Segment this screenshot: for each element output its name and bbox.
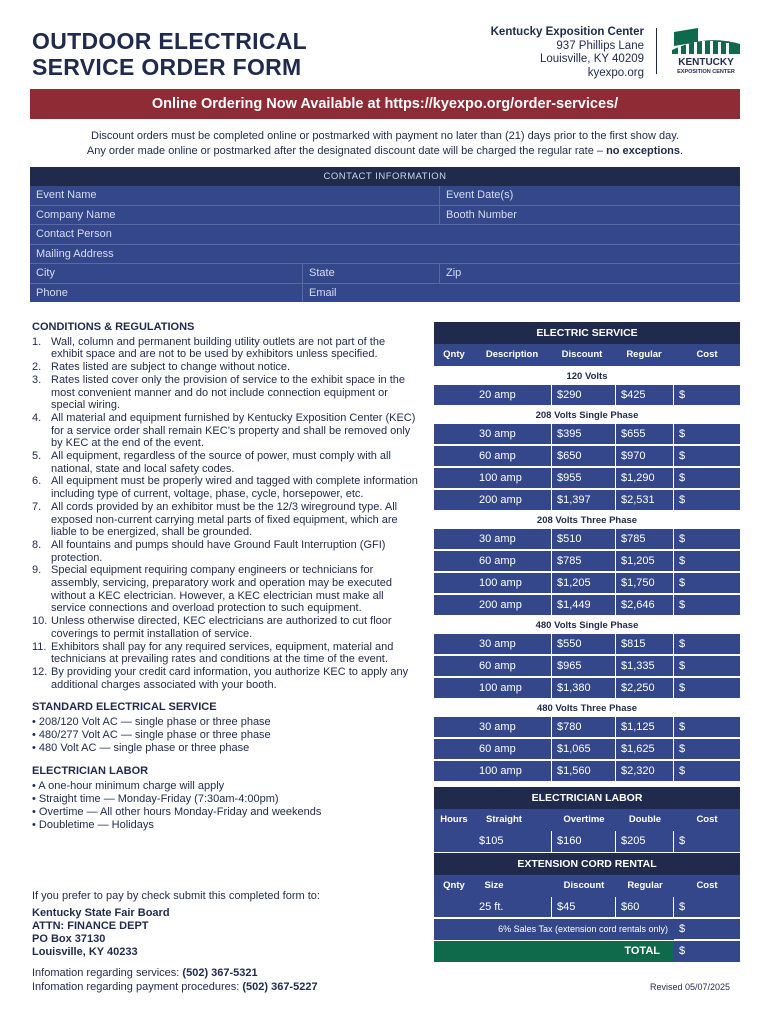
list-item: • A one-hour minimum charge will apply (32, 779, 225, 792)
discount-price: $1,380 (552, 678, 616, 699)
item-text: All fountains and pumps should have Ground Fault Interruption (GFI) protection. (51, 538, 386, 564)
amperage-cell: 100 amp (474, 573, 552, 594)
no-exceptions: no exceptions (606, 144, 681, 157)
item-text: Special equipment requiring company engineers or technicians for assembly, servicing, preparatory work and operation may be executed without a KEC electrician. However, a KEC electrician must make all service connections and overload protection to such equipment. (51, 564, 392, 615)
item-number: 12. (32, 665, 48, 678)
cord-discount-header: Discount (563, 880, 605, 891)
title-line-1: OUTDOOR ELECTRICAL (32, 28, 307, 54)
dollar-sign: $ (679, 682, 686, 694)
labor-info-heading: ELECTRICIAN LABOR (32, 765, 149, 778)
qty-input[interactable] (434, 678, 474, 699)
amperage-cell: 100 amp (474, 678, 552, 699)
payment-address-1: Kentucky State Fair Board (32, 907, 170, 919)
qty-input[interactable] (434, 551, 474, 572)
list-item: • 208/120 Volt AC — single phase or three phase (32, 716, 271, 729)
cost-header: Cost (696, 349, 718, 360)
cord-regular-price: $60 (616, 897, 674, 918)
discount-price: $1,560 (552, 761, 616, 782)
item-number: 2. (32, 361, 42, 374)
list-item (32, 564, 418, 615)
qty-input[interactable] (434, 739, 474, 760)
venue-address-2: Louisville, KY 40209 (540, 53, 644, 65)
group-label: 480 Volts Single Phase (535, 620, 639, 631)
discount-line-2-text: Any order made online or postmarked after the designated discount date will be charged the regular rate – (86, 144, 607, 157)
qty-input[interactable] (434, 656, 474, 677)
item-number: 1. (32, 335, 42, 348)
qty-header: Qnty (443, 349, 465, 360)
discount-price: $965 (552, 656, 616, 677)
venue-name: Kentucky Exposition Center (490, 26, 644, 38)
dollar-sign: $ (679, 835, 686, 847)
regular-price: $1,125 (616, 717, 674, 738)
dollar-sign: $ (679, 660, 686, 672)
dollar-sign: $ (679, 945, 686, 957)
email-field[interactable]: Email (309, 287, 337, 299)
discount-price: $395 (552, 424, 616, 445)
item-text: Rates listed cover only the provision of service to the exhibit space in the most convenient manner and do not include connection equipment or special wiring. (51, 373, 406, 412)
cord-discount-price: $45 (552, 897, 616, 918)
item-text: All equipment must be properly wired and tagged with complete information including type of current, voltage, phase, cycle, horsepower, etc. (51, 475, 418, 501)
amperage-cell: 100 amp (474, 761, 552, 782)
item-text: By providing your credit card information, you authorize KEC to apply any additional charges associated with your booth. (51, 665, 409, 691)
dollar-sign: $ (679, 923, 686, 935)
payment-address-2: ATTN: FINANCE DEPT (32, 920, 149, 932)
discount-price: $1,449 (552, 595, 616, 616)
cord-size: 25 ft. (474, 897, 552, 918)
city-field[interactable]: City (30, 264, 303, 284)
overtime-header: Overtime (563, 814, 605, 825)
item-number: 5. (32, 450, 42, 463)
straight-rate: $105 (474, 831, 552, 852)
payment-info (32, 981, 318, 995)
item-text: Exhibitors shall pay for any required services, equipment, material and technicians at prevailing rates and conditions at the time of the event. (51, 640, 394, 666)
group-label: 480 Volts Three Phase (536, 703, 638, 714)
discount-header: Discount (561, 349, 603, 360)
regular-price: $1,625 (616, 739, 674, 760)
discount-price: $650 (552, 446, 616, 467)
group-label: 208 Volts Three Phase (536, 515, 638, 526)
discount-price: $1,205 (552, 573, 616, 594)
dollar-sign: $ (679, 555, 686, 567)
amperage-cell: 100 amp (474, 468, 552, 489)
dollar-sign: $ (679, 389, 686, 401)
discount-notice (30, 129, 740, 158)
dollar-sign: $ (679, 533, 686, 545)
list-item: • Overtime — All other hours Monday-Friday and weekends (32, 805, 322, 818)
list-item (32, 501, 418, 539)
item-number: 10. (32, 615, 48, 628)
group-label: 120 Volts (566, 371, 608, 382)
regular-price: $2,531 (616, 490, 674, 511)
discount-price: $1,397 (552, 490, 616, 511)
venue-address-1: 937 Phillips Lane (556, 39, 644, 52)
regular-price: $785 (616, 529, 674, 550)
dollar-sign: $ (679, 638, 686, 650)
list-item (32, 374, 418, 412)
services-label: Infomation regarding services: (32, 967, 183, 979)
conditions-section (32, 321, 418, 832)
amperage-cell: 200 amp (474, 595, 552, 616)
event-name-field[interactable]: Event Name (30, 186, 440, 206)
extension-cord-heading: EXTENSION CORD RENTAL (434, 853, 740, 875)
straight-header: Straight (486, 814, 522, 825)
qty-input[interactable] (434, 468, 474, 489)
amperage-cell: 30 amp (474, 717, 552, 738)
form-title (32, 28, 307, 80)
discount-line-2 (30, 144, 740, 159)
kec-logo (668, 26, 744, 76)
hours-header: Hours (440, 814, 468, 825)
list-item (32, 666, 418, 691)
qty-input[interactable] (434, 761, 474, 782)
dollar-sign: $ (679, 901, 686, 913)
regular-header: Regular (626, 349, 662, 360)
payment-address-4: Louisville, KY 40233 (32, 946, 138, 958)
list-item (32, 539, 418, 564)
regular-price: $2,320 (616, 761, 674, 782)
regular-price: $815 (616, 634, 674, 655)
regular-price: $1,335 (616, 656, 674, 677)
dollar-sign: $ (679, 721, 686, 733)
conditions-list (32, 336, 418, 692)
discount-price: $955 (552, 468, 616, 489)
logo-text-2: EXPOSITION CENTER (677, 69, 735, 75)
event-dates-field[interactable]: Event Date(s) (440, 186, 740, 206)
discount-price: $785 (552, 551, 616, 572)
item-number: 6. (32, 475, 42, 488)
double-header: Double (628, 814, 662, 825)
state-field[interactable]: State (303, 264, 440, 284)
regular-price: $655 (616, 424, 674, 445)
item-number: 7. (32, 500, 42, 513)
services-info (32, 967, 318, 981)
discount-price: $1,065 (552, 739, 616, 760)
amperage-cell: 60 amp (474, 739, 552, 760)
item-number: 11. (32, 640, 47, 653)
revised-date: Revised 05/07/2025 (650, 982, 731, 992)
list-item (32, 615, 418, 640)
hours-input[interactable] (434, 831, 474, 852)
regular-price: $1,750 (616, 573, 674, 594)
list-item (32, 641, 418, 666)
payment-label: Infomation regarding payment procedures: (32, 980, 243, 993)
dollar-sign: $ (679, 472, 686, 484)
regular-price: $2,646 (616, 595, 674, 616)
overtime-rate: $160 (552, 831, 616, 852)
regular-price: $2,250 (616, 678, 674, 699)
payment-section (32, 890, 418, 959)
list-item: • 480 Volt AC — single phase or three phase (32, 742, 250, 755)
list-item (32, 412, 418, 450)
list-item (32, 450, 418, 475)
item-number: 4. (32, 411, 42, 424)
labor-info-section (32, 765, 418, 832)
labor-cost-header: Cost (696, 814, 718, 825)
group-label: 208 Volts Single Phase (535, 410, 639, 421)
amperage-cell: 30 amp (474, 529, 552, 550)
company-name-field[interactable]: Company Name (30, 206, 440, 225)
amperage-cell: 30 amp (474, 424, 552, 445)
venue-info (491, 26, 644, 80)
phone-field[interactable]: Phone (30, 284, 303, 302)
qty-input[interactable] (434, 385, 474, 406)
zip-field[interactable]: Zip (440, 264, 740, 284)
amperage-cell: 30 amp (474, 634, 552, 655)
discount-line-1: Discount orders must be completed online or postmarked with payment no later than (21) days prior to the first show day. (91, 130, 679, 142)
dollar-sign: $ (679, 494, 686, 506)
discount-period: . (680, 144, 684, 157)
cord-regular-header: Regular (627, 880, 663, 891)
regular-price: $425 (616, 385, 674, 406)
booth-number-field[interactable]: Booth Number (440, 206, 740, 225)
cord-qty-input[interactable] (434, 897, 474, 918)
qty-input[interactable] (434, 717, 474, 738)
mailing-address-field[interactable]: Mailing Address (30, 245, 740, 264)
regular-price: $970 (616, 446, 674, 467)
total-label: TOTAL (434, 941, 674, 962)
contact-information-section (30, 167, 740, 302)
title-line-2: SERVICE ORDER FORM (32, 54, 302, 80)
item-number: 3. (32, 373, 42, 386)
qty-input[interactable] (434, 634, 474, 655)
item-text: All cords provided by an exhibitor must be the 12/3 wireground type. All exposed non-current carrying metal parts of fixed equipment, which are liable to be energized, shall be grounded. (51, 500, 398, 539)
discount-price: $780 (552, 717, 616, 738)
regular-price: $1,290 (616, 468, 674, 489)
payment-phone[interactable]: (502) 367-5227 (242, 980, 318, 993)
qty-input[interactable] (434, 573, 474, 594)
regular-price: $1,205 (616, 551, 674, 572)
sales-tax-label: 6% Sales Tax (extension cord rentals only) (434, 919, 674, 940)
contact-person-field[interactable]: Contact Person (30, 225, 740, 245)
payment-address-3: PO Box 37130 (32, 933, 106, 945)
header-divider (656, 28, 657, 74)
qty-input[interactable] (434, 490, 474, 511)
dollar-sign: $ (679, 577, 686, 589)
item-text: Unless otherwise directed, KEC electricians are authorized to cut floor coverings to permit installation of service. (51, 615, 392, 640)
electric-service-table (434, 322, 740, 970)
cord-qty-header: Qnty (443, 880, 465, 891)
item-text: All material and equipment furnished by Kentucky Exposition Center (KEC) for a service order shall remain KEC’s property and shall be removed only by KEC at the end of the event. (51, 411, 416, 450)
double-rate: $205 (616, 831, 674, 852)
size-header: Size (484, 880, 504, 891)
dollar-sign: $ (679, 765, 686, 777)
qty-input[interactable] (434, 529, 474, 550)
dollar-sign: $ (679, 428, 686, 440)
dollar-sign: $ (679, 743, 686, 755)
amperage-cell: 60 amp (474, 656, 552, 677)
cord-cost-header: Cost (696, 880, 718, 891)
standard-service-heading: STANDARD ELECTRICAL SERVICE (32, 701, 217, 714)
logo-text-1: KENTUCKY (678, 57, 734, 68)
payment-intro: If you prefer to pay by check submit this completed form to: (32, 890, 320, 902)
description-header: Description (485, 349, 539, 360)
electric-service-heading: ELECTRIC SERVICE (434, 322, 740, 344)
item-number: 8. (32, 538, 42, 551)
online-ordering-banner[interactable]: Online Ordering Now Available at https://kyexpo.org/order-services/ (30, 89, 740, 119)
item-text: Wall, column and permanent building utility outlets are not part of the exhibit space and are not to be used by exhibitors unless specified. (51, 335, 386, 361)
labor-heading: ELECTRICIAN LABOR (434, 787, 740, 809)
qty-input[interactable] (434, 446, 474, 467)
contact-phones (32, 967, 318, 994)
list-item (32, 336, 418, 361)
discount-price: $290 (552, 385, 616, 406)
conditions-heading: CONDITIONS & REGULATIONS (32, 321, 195, 333)
amperage-cell: 60 amp (474, 446, 552, 467)
amperage-cell: 20 amp (474, 385, 552, 406)
amperage-cell: 60 amp (474, 551, 552, 572)
item-text: Rates listed are subject to change without notice. (51, 361, 291, 374)
contact-heading: CONTACT INFORMATION (30, 167, 740, 186)
dollar-sign: $ (679, 450, 686, 462)
discount-price: $510 (552, 529, 616, 550)
list-item: • 480/277 Volt AC — single phase or three phase (32, 729, 271, 742)
standard-service-section (32, 701, 418, 755)
venue-website: kyexpo.org (587, 66, 644, 79)
item-text: All equipment, regardless of the source of power, must comply with all national, state and local safety codes. (51, 450, 391, 475)
dollar-sign: $ (679, 599, 686, 611)
item-number: 9. (32, 564, 42, 577)
services-phone[interactable]: (502) 367-5321 (182, 967, 258, 979)
list-item (32, 361, 418, 374)
list-item (32, 475, 418, 500)
list-item: • Straight time — Monday-Friday (7:30am-4:00pm) (32, 792, 279, 805)
qty-input[interactable] (434, 424, 474, 445)
qty-input[interactable] (434, 595, 474, 616)
list-item: • Doubletime — Holidays (32, 818, 154, 831)
discount-price: $550 (552, 634, 616, 655)
amperage-cell: 200 amp (474, 490, 552, 511)
